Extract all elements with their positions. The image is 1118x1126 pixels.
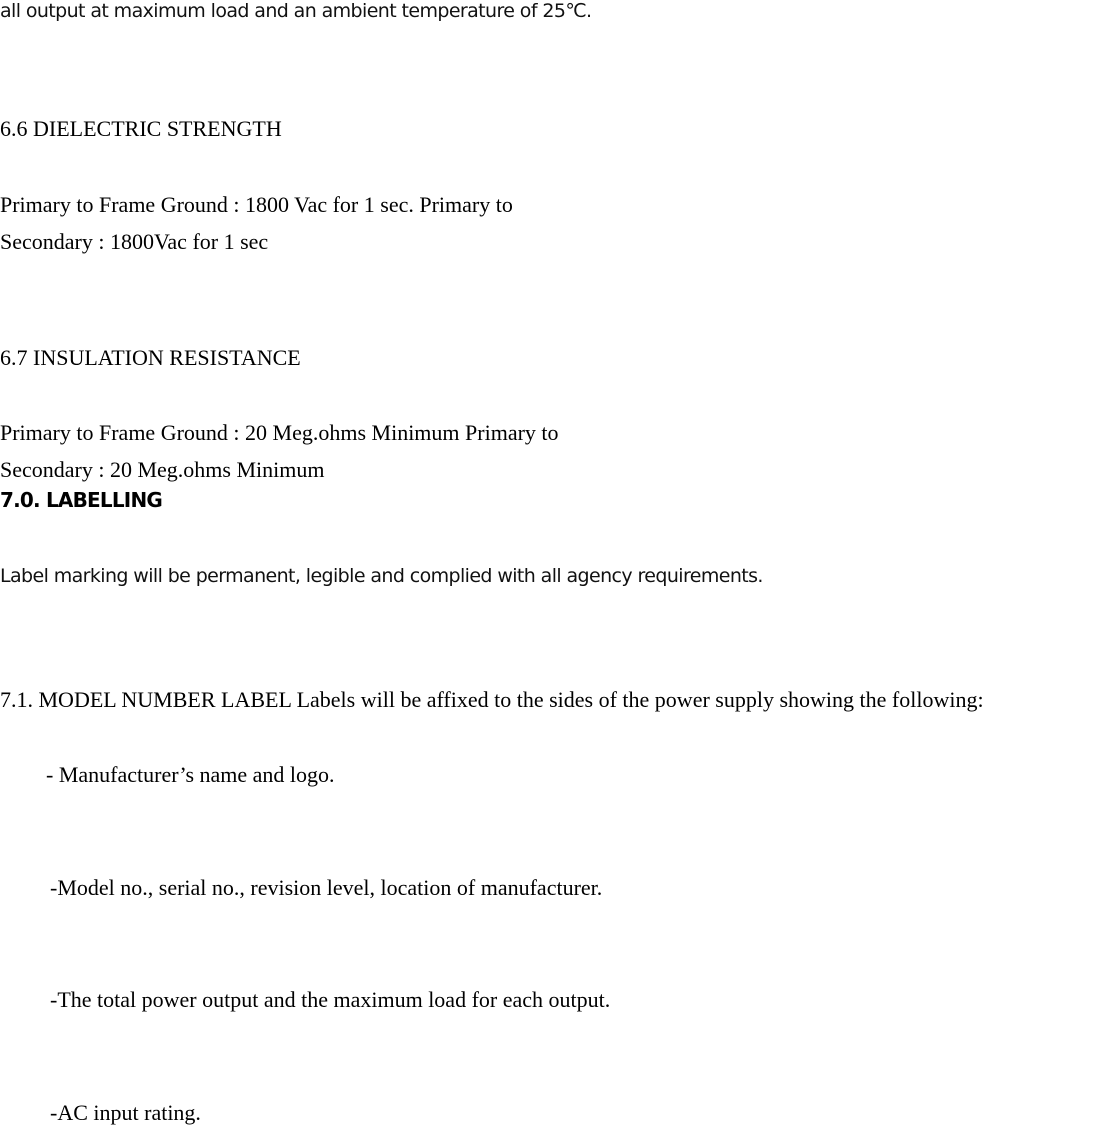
- section-6-6-line-1: Primary to Frame Ground : 1800 Vac for 1 sec. Primary to: [0, 192, 513, 217]
- section-6-7-line-1: Primary to Frame Ground : 20 Meg.ohms Minimum Primary to: [0, 420, 559, 445]
- list-item: -AC input rating.: [50, 1100, 201, 1125]
- section-6-6-heading: 6.6 DIELECTRIC STRENGTH: [0, 116, 282, 141]
- list-item: -Model no., serial no., revision level, location of manufacturer.: [50, 875, 603, 900]
- section-7-1-heading: 7.1. MODEL NUMBER LABEL Labels will be affixed to the sides of the power supply showing the following:: [0, 687, 984, 712]
- section-6-7-line-2: Secondary : 20 Meg.ohms Minimum: [0, 457, 325, 482]
- section-6-7-heading: 6.7 INSULATION RESISTANCE: [0, 345, 301, 370]
- section-7-0-body: Label marking will be permanent, legible and complied with all agency requirements.: [0, 565, 763, 587]
- section-6-6-line-2: Secondary : 1800Vac for 1 sec: [0, 229, 269, 254]
- section-7-0-heading: 7.0. LABELLING: [0, 488, 163, 512]
- list-item: -The total power output and the maximum load for each output.: [50, 987, 611, 1012]
- intro-line: all output at maximum load and an ambient temperature of 25℃.: [0, 0, 592, 22]
- list-item: - Manufacturer’s name and logo.: [46, 762, 335, 787]
